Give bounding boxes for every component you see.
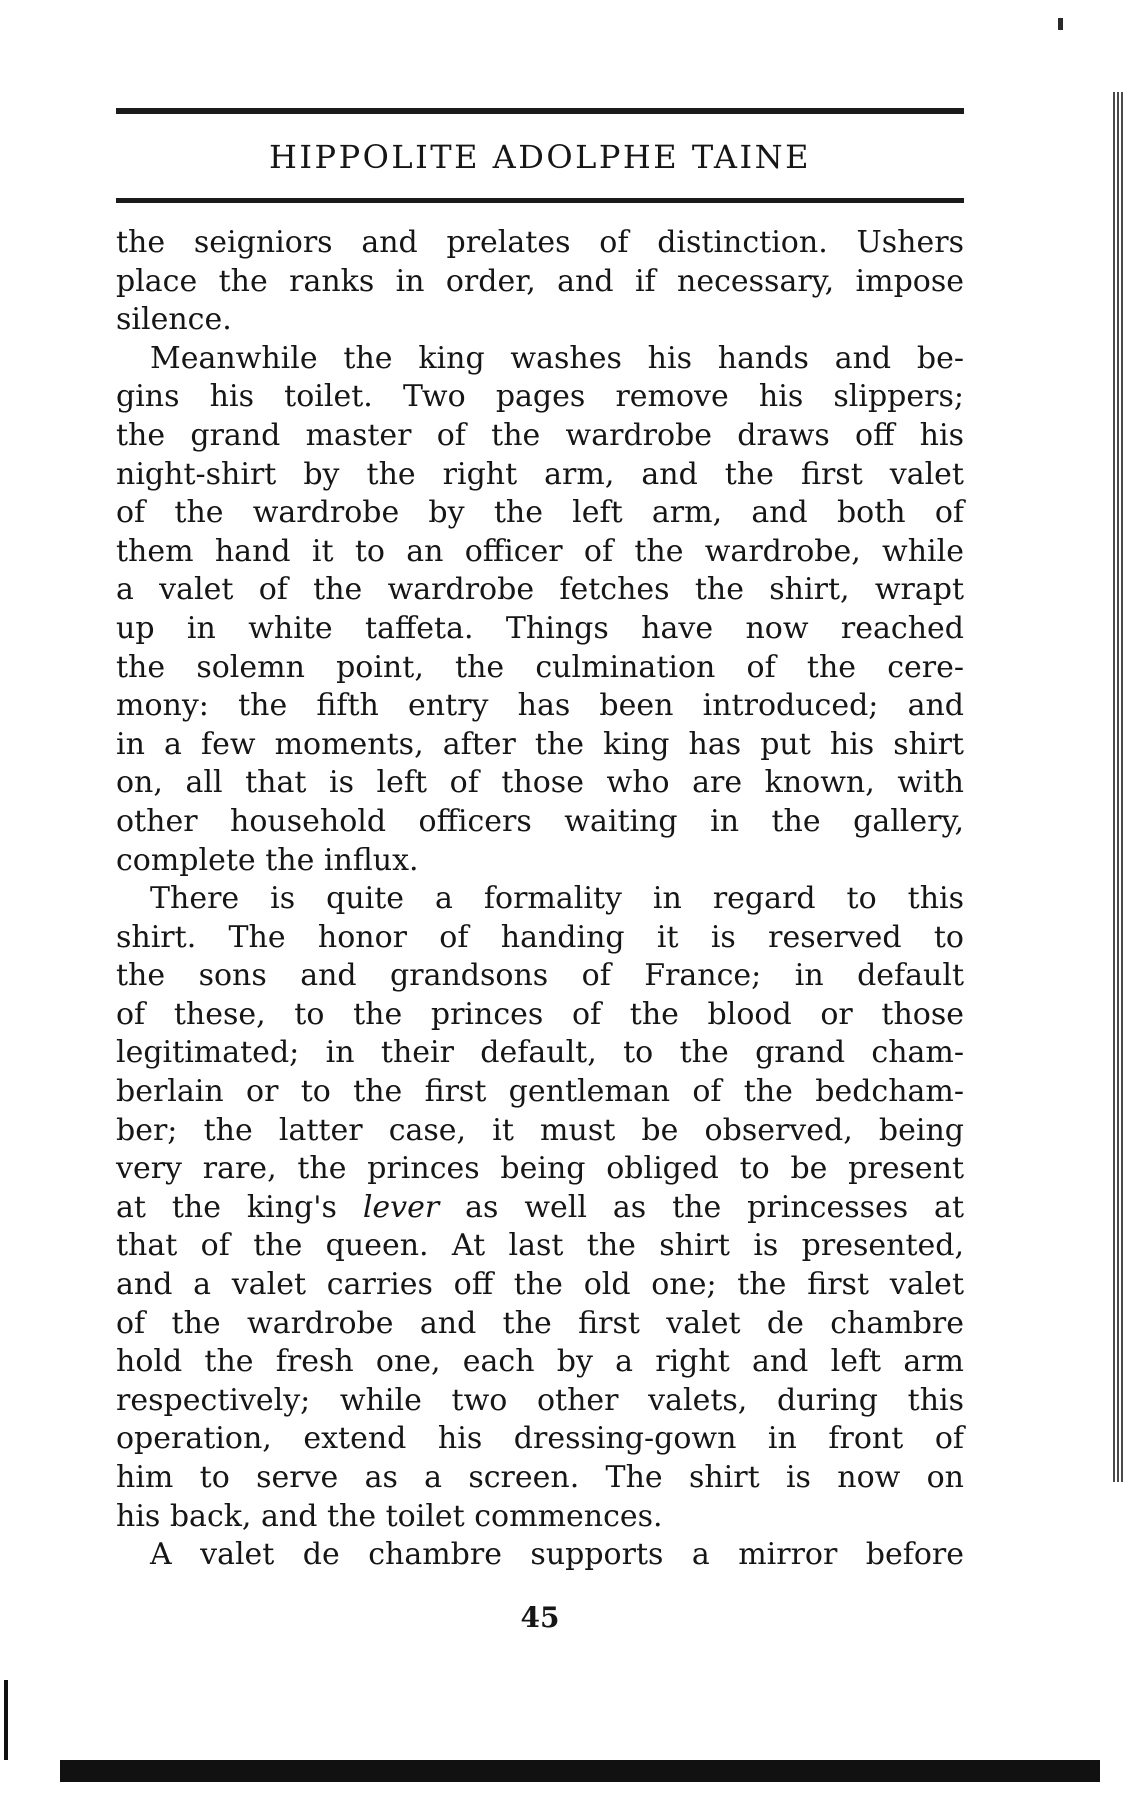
text-line: at the king's lever as well as the princesses at: [116, 1189, 965, 1225]
text-line: berlain or to the first gentleman of the bedcham-: [116, 1074, 964, 1110]
text-line: his back, and the toilet commences.: [116, 1498, 663, 1534]
text-line: complete the influx.: [116, 842, 419, 878]
header-rule-bottom: [116, 198, 964, 203]
text-line: night-shirt by the right arm, and the first valet: [116, 456, 964, 492]
text-line: up in white taffeta. Things have now reached: [116, 610, 964, 646]
paragraph-start-line: Meanwhile the king washes his hands and be-: [150, 340, 964, 376]
paragraph-start-line: There is quite a formality in regard to this: [150, 881, 964, 917]
text-line: ber; the latter case, it must be observed, being: [116, 1112, 964, 1148]
text-line: legitimated; in their default, to the grand cham-: [116, 1035, 964, 1071]
text-line: the solemn point, the culmination of the cere-: [116, 649, 964, 685]
scan-bottom-edge: [60, 1760, 1100, 1782]
text-line: that of the queen. At last the shirt is presented,: [116, 1228, 964, 1264]
text-line: respectively; while two other valets, during this: [116, 1382, 964, 1418]
header-rule-top: [116, 108, 964, 114]
text-line: very rare, the princes being obliged to be present: [116, 1151, 964, 1187]
text-line: the seigniors and prelates of distinction. Ushers: [116, 225, 964, 260]
book-binding-edge: [1113, 92, 1125, 1482]
text-line: place the ranks in order, and if necessary, impose: [116, 263, 964, 299]
scan-speck: [1058, 18, 1063, 30]
running-title: HIPPOLITE ADOLPHE TAINE: [268, 138, 812, 176]
text-line: the sons and grandsons of France; in default: [116, 958, 964, 994]
text-line: the grand master of the wardrobe draws off his: [116, 417, 964, 453]
text-line: hold the fresh one, each by a right and left arm: [116, 1344, 964, 1380]
body-text: [116, 224, 964, 1575]
page-number: 45: [520, 1601, 560, 1634]
text-line: him to serve as a screen. The shirt is now on: [116, 1460, 964, 1495]
emphasis: lever: [362, 1189, 440, 1225]
text-line: them hand it to an officer of the wardrobe, while: [116, 533, 964, 569]
text-line: in a few moments, after the king has put his shirt: [116, 726, 964, 762]
text-line: of the wardrobe and the first valet de chambre: [116, 1305, 964, 1341]
text-line: on, all that is left of those who are known, with: [116, 765, 964, 801]
text-line: of the wardrobe by the left arm, and both of: [116, 495, 964, 531]
text-line: other household officers waiting in the gallery,: [116, 803, 964, 839]
text-line: gins his toilet. Two pages remove his slippers;: [116, 379, 964, 415]
text-line: and a valet carries off the old one; the first valet: [116, 1267, 964, 1303]
paragraph-start-line: A valet de chambre supports a mirror before: [150, 1537, 964, 1573]
text-line: shirt. The honor of handing it is reserved to: [116, 919, 964, 955]
text-line: mony: the fifth entry has been introduced; and: [116, 688, 964, 724]
text-line: operation, extend his dressing-gown in front of: [116, 1421, 964, 1457]
text-line: of these, to the princes of the blood or those: [116, 996, 964, 1032]
text-line: silence.: [116, 302, 232, 338]
scan-edge-mark: [4, 1680, 8, 1760]
text-line: a valet of the wardrobe fetches the shirt, wrapt: [116, 572, 964, 608]
